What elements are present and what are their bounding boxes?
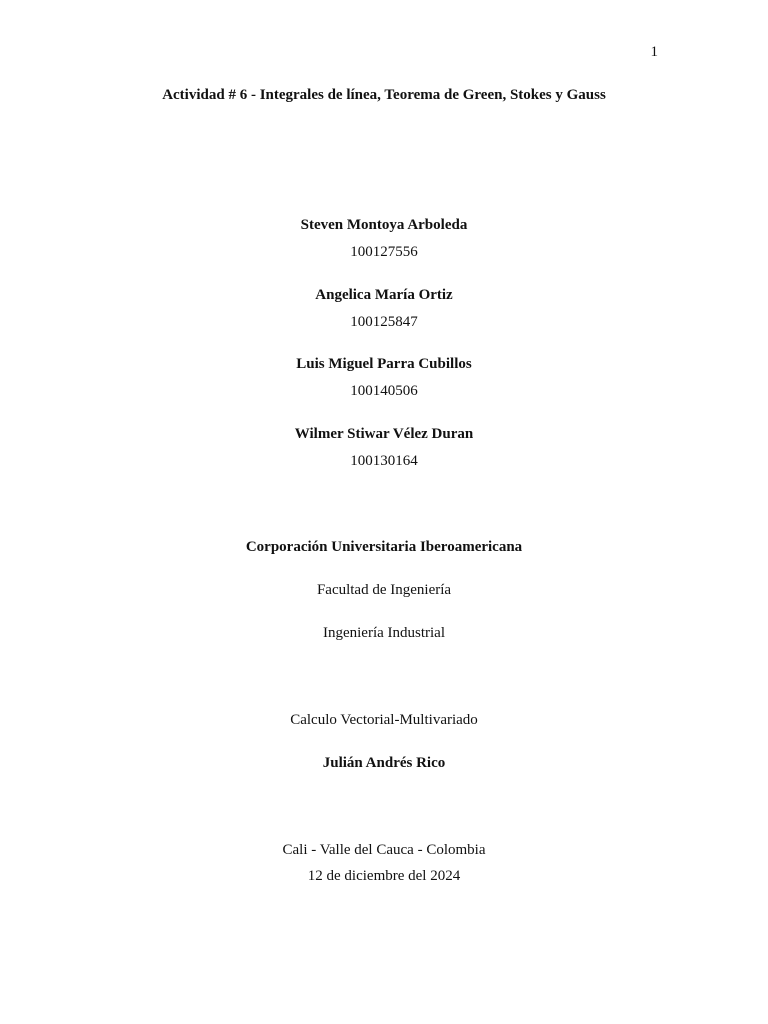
faculty-name: Facultad de Ingeniería	[316, 582, 452, 598]
author-id-3: 100140506	[350, 383, 418, 399]
author-id-2: 100125847	[350, 314, 418, 330]
author-id-4: 100130164	[350, 453, 418, 469]
page-number: 1	[650, 44, 658, 60]
course-name: Calculo Vectorial-Multivariado	[290, 712, 478, 728]
date-text: 12 de diciembre del 2024	[307, 868, 461, 884]
institution-name: Corporación Universitaria Iberoamericana	[245, 539, 523, 555]
document-title: Actividad # 6 - Integrales de línea, Teorema de Green, Stokes y Gauss	[162, 87, 606, 103]
author-name-3: Luis Miguel Parra Cubillos	[296, 356, 472, 372]
location-text: Cali - Valle del Cauca - Colombia	[282, 842, 486, 858]
author-id-1: 100127556	[350, 244, 418, 260]
author-name-2: Angelica María Ortiz	[315, 287, 453, 303]
author-name-1: Steven Montoya Arboleda	[300, 217, 468, 233]
program-name: Ingeniería Industrial	[322, 625, 446, 641]
author-name-4: Wilmer Stiwar Vélez Duran	[294, 426, 474, 442]
professor-name: Julián Andrés Rico	[322, 755, 446, 771]
